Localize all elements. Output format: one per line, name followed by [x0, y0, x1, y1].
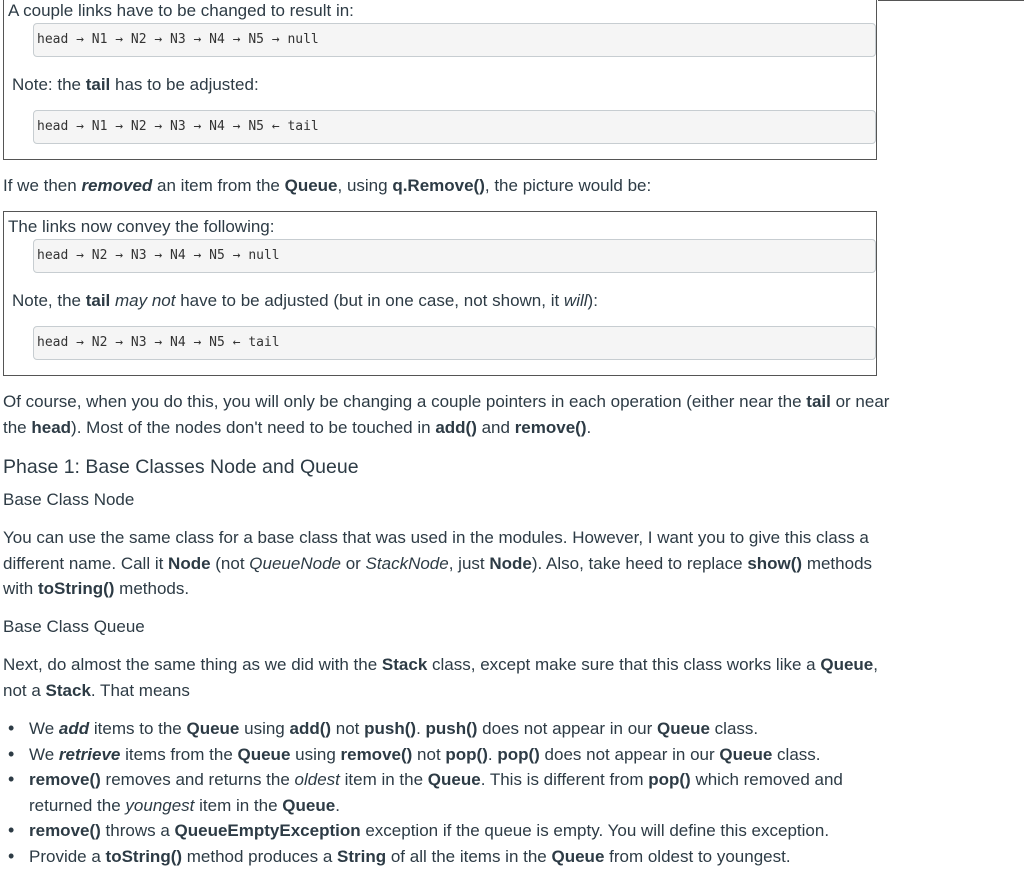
code-block: head → N1 → N2 → N3 → N4 → N5 ← tail — [33, 110, 876, 144]
box-note: Note: the tail has to be adjusted: — [12, 75, 259, 95]
queue-subheading: Base Class Queue — [3, 614, 145, 640]
list-item: • We retrieve items from the Queue using remove() not pop(). pop() does not appear in our Queue class. — [0, 742, 900, 768]
requirements-list — [0, 716, 900, 869]
list-item: • Provide a toString() method produces a String of all the items in the Queue from oldest to youngest. — [0, 844, 900, 869]
top-rule — [878, 0, 1024, 1]
code-block: head → N2 → N3 → N4 → N5 ← tail — [33, 326, 876, 360]
code-block: head → N2 → N3 → N4 → N5 → null — [33, 239, 876, 273]
after-remove-box — [3, 211, 877, 376]
queue-paragraph: Next, do almost the same thing as we did with the Stack class, except make sure that this class works like a Queue, not a Stack. That means — [3, 652, 878, 703]
list-item: • We add items to the Queue using add() not push(). push() does not appear in our Queue class. — [0, 716, 900, 742]
result-box — [3, 0, 877, 160]
box-title: The links now convey the following: — [8, 217, 274, 237]
removed-paragraph: If we then removed an item from the Queue, using q.Remove(), the picture would be: — [3, 173, 651, 199]
box-note: Note, the tail may not have to be adjusted (but in one case, not shown, it will): — [12, 291, 598, 311]
list-item: • remove() removes and returns the oldest item in the Queue. This is different from pop() which removed and returned the youngest item in the Queue. — [0, 767, 900, 818]
node-paragraph: You can use the same class for a base class that was used in the modules. However, I want you to give this class a different name. Call it Node (not QueueNode or StackNode, just Node). Also, take heed to replace show() methods with toString() methods. — [3, 525, 872, 602]
course-paragraph: Of course, when you do this, you will only be changing a couple pointers in each operation (either near the tail or near the head). Most of the nodes don't need to be touched in add() and remove(). — [3, 389, 889, 440]
code-block: head → N1 → N2 → N3 → N4 → N5 → null — [33, 23, 876, 57]
box-title: A couple links have to be changed to result in: — [8, 1, 354, 21]
list-item: • remove() throws a QueueEmptyException exception if the queue is empty. You will define this exception. — [0, 818, 900, 844]
phase-heading: Phase 1: Base Classes Node and Queue — [3, 454, 359, 480]
node-subheading: Base Class Node — [3, 487, 134, 513]
